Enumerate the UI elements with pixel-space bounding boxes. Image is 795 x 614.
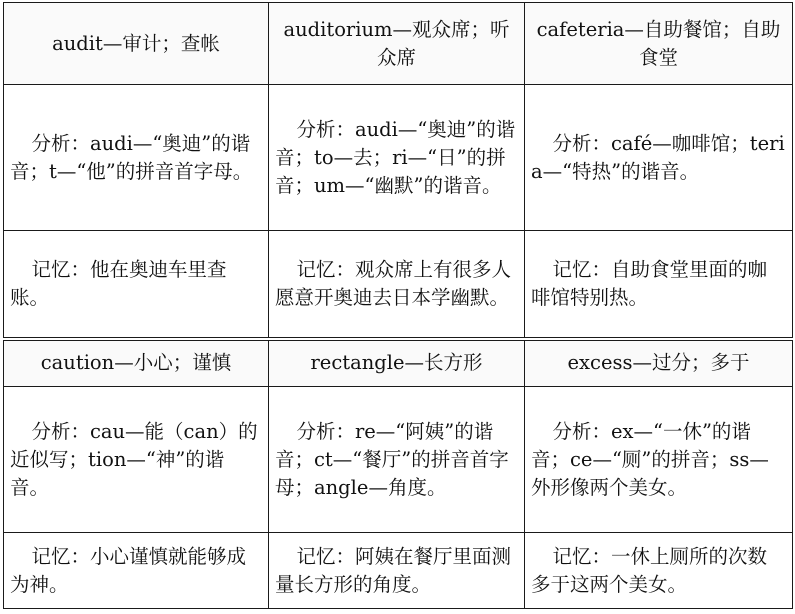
analysis-cell-caution: 分析：cau—能（can）的近似写；tion—“神”的谐音。	[4, 387, 269, 533]
analysis-cell-cafeteria: 分析：café—咖啡馆；teria—“特热”的谐音。	[525, 85, 793, 231]
word-cell-rectangle: rectangle—长方形	[269, 339, 525, 387]
memory-cell-cafeteria: 记忆：自助食堂里面的咖啡馆特别热。	[525, 231, 793, 339]
word-cell-audit: audit—审计；查帐	[4, 3, 269, 85]
table-row-memory-1	[4, 231, 793, 339]
analysis-cell-audit: 分析：audi—“奥迪”的谐音；t—“他”的拼音首字母。	[4, 85, 269, 231]
word-cell-auditorium: auditorium—观众席；听众席	[269, 3, 525, 85]
memory-cell-excess: 记忆：一休上厕所的次数多于这两个美女。	[525, 533, 793, 609]
word-cell-excess: excess—过分；多于	[525, 339, 793, 387]
analysis-cell-excess: 分析：ex—“一休”的谐音；ce—“厕”的拼音；ss—外形像两个美女。	[525, 387, 793, 533]
table-row-analysis-1	[4, 85, 793, 231]
memory-cell-rectangle: 记忆：阿姨在餐厅里面测量长方形的角度。	[269, 533, 525, 609]
memory-cell-caution: 记忆：小心谨慎就能够成为神。	[4, 533, 269, 609]
table-row-analysis-2	[4, 387, 793, 533]
word-cell-caution: caution—小心；谨慎	[4, 339, 269, 387]
word-cell-cafeteria: cafeteria—自助餐馆；自助食堂	[525, 3, 793, 85]
vocabulary-table	[3, 2, 793, 609]
table-row-header-2	[4, 339, 793, 387]
analysis-cell-rectangle: 分析：re—“阿姨”的谐音；ct—“餐厅”的拼音首字母；angle—角度。	[269, 387, 525, 533]
analysis-cell-auditorium: 分析：audi—“奥迪”的谐音；to—去；ri—“日”的拼音；um—“幽默”的谐音。	[269, 85, 525, 231]
table-row-memory-2	[4, 533, 793, 609]
table-row-header-1	[4, 3, 793, 85]
memory-cell-audit: 记忆：他在奥迪车里查账。	[4, 231, 269, 339]
document-page	[3, 2, 792, 611]
memory-cell-auditorium: 记忆：观众席上有很多人愿意开奥迪去日本学幽默。	[269, 231, 525, 339]
